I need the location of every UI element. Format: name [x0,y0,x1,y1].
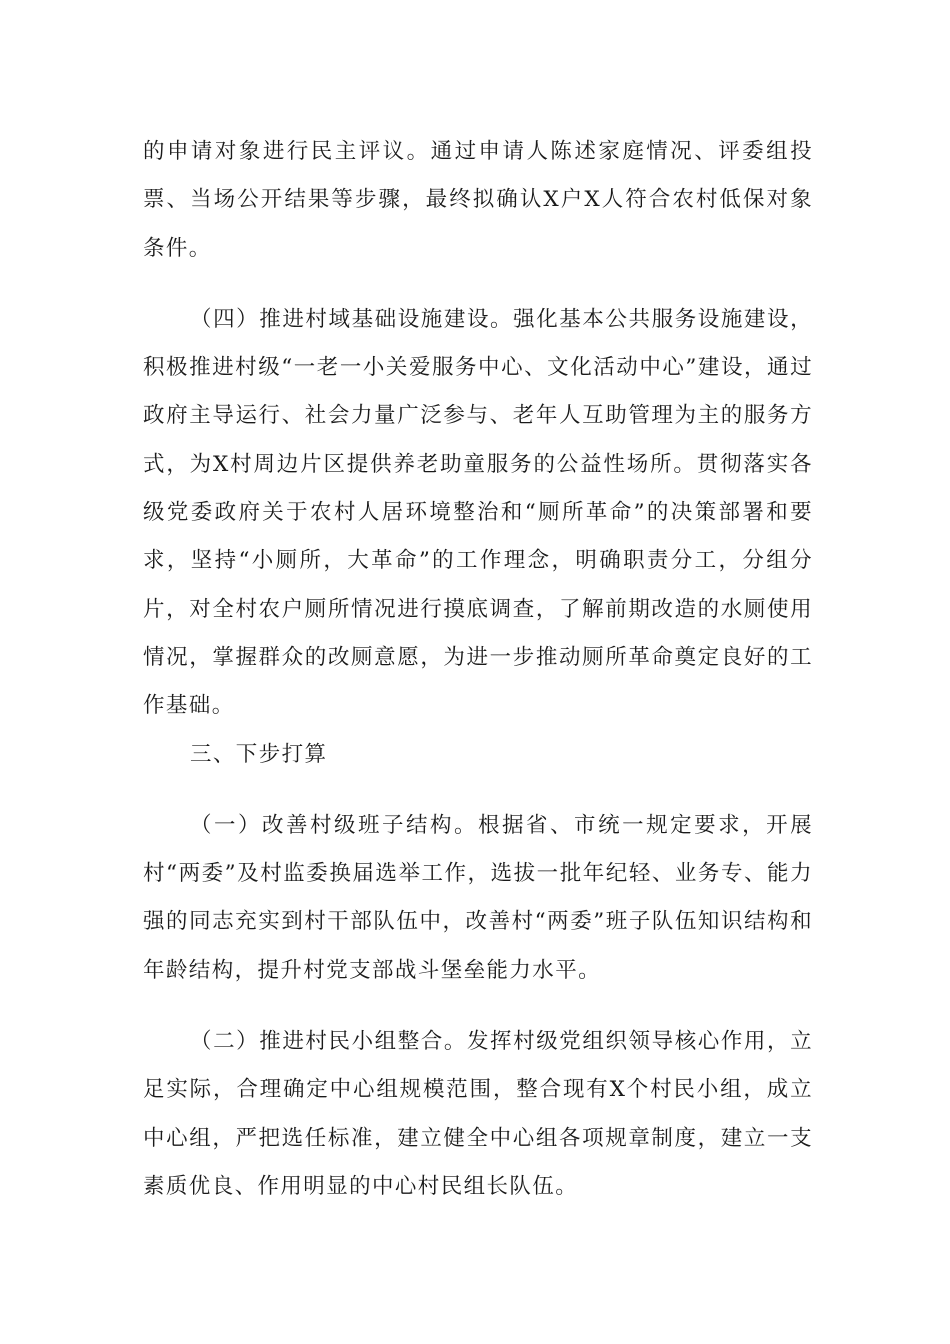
paragraph-continuation: 的申请对象进行民主评议。通过申请人陈述家庭情况、评委组投票、当场公开结果等步骤，最终拟确认X户X人符合农村低保对象条件。 [143,139,813,261]
section-heading-next-steps: 三、下步打算 [190,741,328,767]
document-body [143,128,813,1211]
paragraph-infrastructure: （四）推进村域基础设施建设。强化基本公共服务设施建设，积极推进村级“一老一小关爱服务中心、文化活动中心”建设，通过政府主导运行、社会力量广泛参与、老年人互助管理为主的服务方式，为X村周边片区提供养老助童服务的公益性场所。贯彻落实各级党委政府关于农村人居环境整治和“厕所革命”的决策部署和要求，坚持“小厕所，大革命”的工作理念，明确职责分工，分组分片，对全村农户厕所情况进行摸底调查，了解前期改造的水厕使用情况，掌握群众的改厕意愿，为进一步推动厕所革命奠定良好的工作基础。 [143,306,813,719]
paragraph-villager-groups: （二）推进村民小组整合。发挥村级党组织领导核心作用，立足实际，合理确定中心组规模范围，整合现有X个村民小组，成立中心组，严把选任标准，建立健全中心组各项规章制度，建立一支素质优良、作用明显的中心村民组长队伍。 [143,1029,813,1199]
paragraph-committee-structure: （一）改善村级班子结构。根据省、市统一规定要求，开展村“两委”及村监委换届选举工作，选拔一批年纪轻、业务专、能力强的同志充实到村干部队伍中，改善村“两委”班子队伍知识结构和年龄结构，提升村党支部战斗堡垒能力水平。 [143,812,813,983]
